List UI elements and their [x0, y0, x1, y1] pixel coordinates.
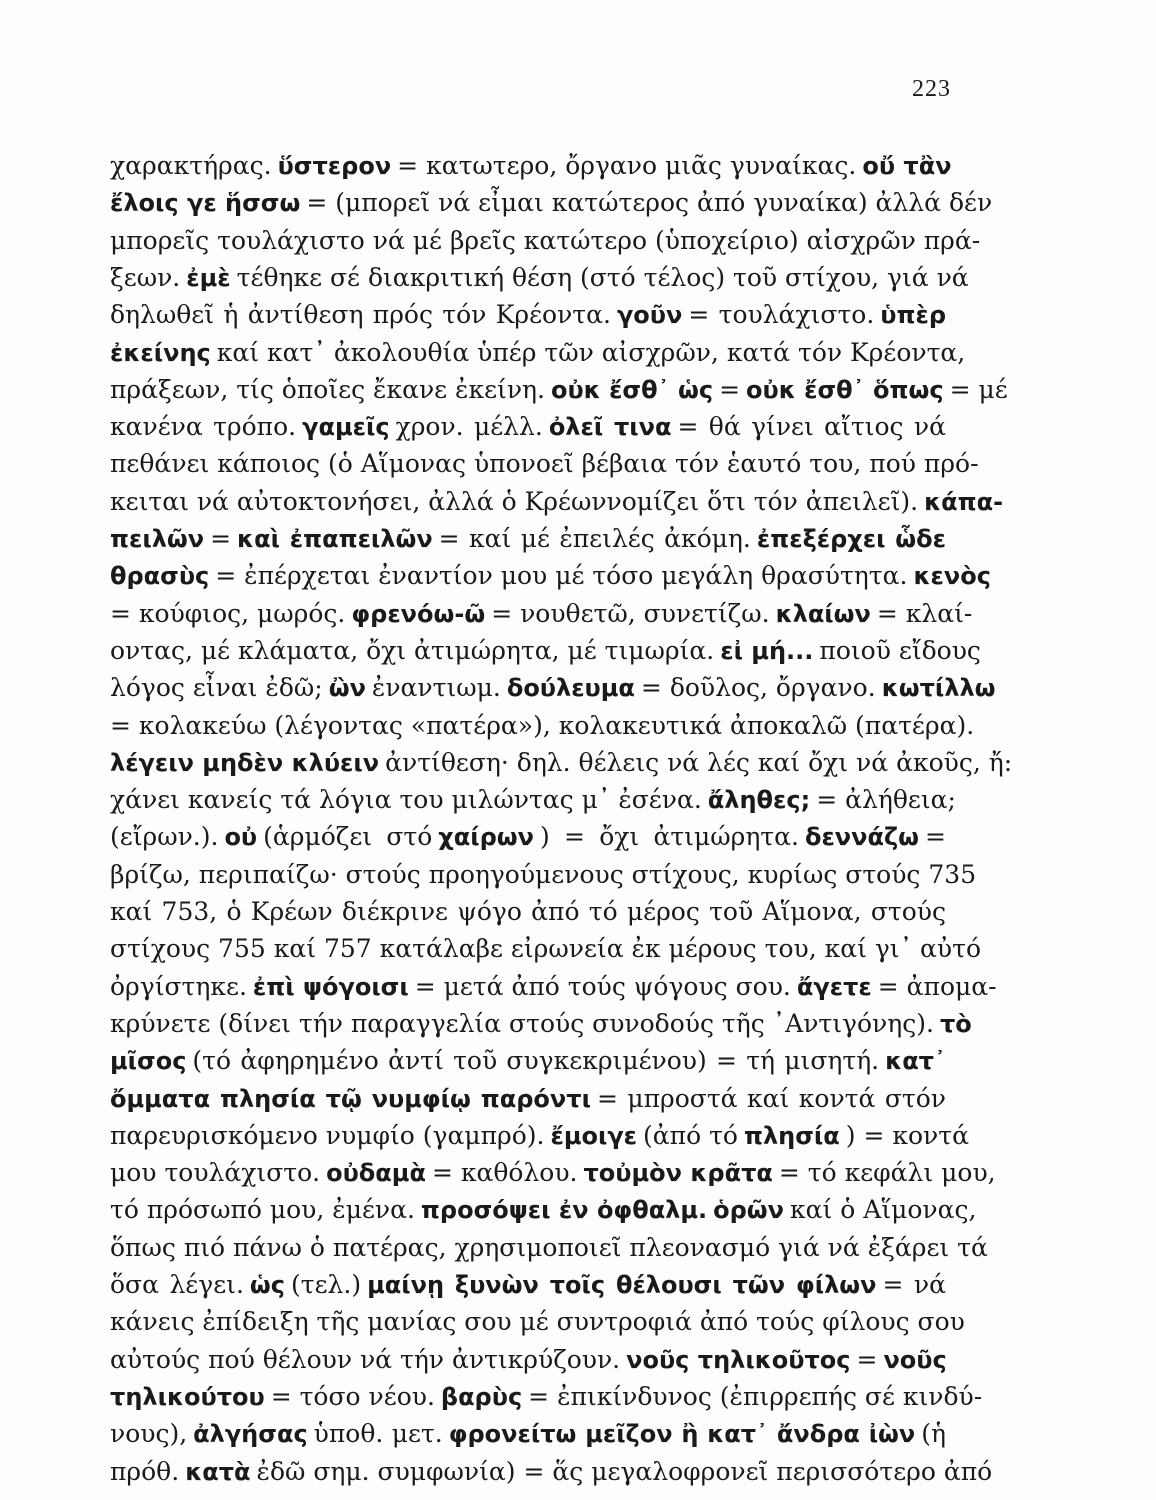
- gloss-text: =: [210, 524, 232, 553]
- gloss-text: ) = κοντά: [845, 1120, 969, 1150]
- lemma-term: κατ᾽: [885, 1047, 946, 1076]
- text-line: [110, 519, 946, 559]
- lemma-term: ἄγετε: [796, 972, 872, 1001]
- gloss-text: πρόθ.: [110, 1456, 180, 1486]
- text-line: [110, 631, 981, 671]
- gloss-text: ὅπως πιό πάνω ὁ πατέρας, χρησιμοποιεῖ πλεονασμό γιά νά ἐξάρει τά: [110, 1232, 988, 1262]
- gloss-text: (ἀπό τό: [643, 1120, 738, 1150]
- lemma-term: ὑπὲρ: [880, 301, 947, 330]
- text-line: [110, 855, 977, 895]
- text-line: [110, 1004, 972, 1044]
- lemma-term: καὶ ἐπαπειλῶν: [237, 525, 433, 553]
- lemma-term: τὸ: [939, 1009, 972, 1038]
- text-line: [110, 817, 946, 857]
- lemma-term: οὐδαμὰ: [326, 1159, 426, 1188]
- text-line: [110, 743, 1013, 783]
- gloss-text: ποιοῦ εἴδους: [819, 635, 981, 665]
- lemma-term: οὐκ ἔσθ᾽ ὅπως: [746, 375, 944, 404]
- lemma-term: ὕστερον: [277, 152, 392, 180]
- lemma-term: ὢν: [328, 674, 366, 703]
- lemma-term: κενὸς: [913, 562, 991, 591]
- gloss-text: (ἡ: [921, 1419, 946, 1449]
- text-line: [110, 1452, 993, 1492]
- lemma-term: ὡς: [249, 1271, 285, 1299]
- lemma-term: φρενόω-ῶ: [351, 599, 486, 628]
- lemma-term: θρασὺς: [110, 562, 210, 591]
- text-line: [110, 967, 997, 1007]
- lemma-term: ὁρῶν: [713, 1196, 785, 1225]
- gloss-text: ὀργίστηκε.: [110, 971, 247, 1001]
- lemma-term: γοῦν: [616, 301, 683, 330]
- gloss-text: = καί μέ ἐπειλές ἀκόμη.: [438, 524, 751, 553]
- gloss-text: λόγος εἶναι ἐδῶ;: [110, 673, 323, 703]
- gloss-text: πεθάνει κάποιος (ὁ Αἵμονας ὑπονοεῖ βέβαια τόν ἑαυτό του, πού πρό-: [110, 449, 979, 479]
- lemma-term: δούλευμα: [506, 674, 635, 703]
- lemma-term: κατὰ: [185, 1457, 251, 1486]
- lemma-term: οὐ: [224, 823, 258, 852]
- text-line: [110, 146, 952, 186]
- gloss-text: αὐτούς πού θέλουν νά τήν ἀντικρύζουν.: [110, 1344, 621, 1374]
- text-line: [110, 258, 969, 298]
- gloss-text: = μετά ἀπό τούς ψόγους σου.: [414, 971, 791, 1001]
- gloss-text: =: [856, 1344, 878, 1374]
- text-line: [110, 407, 946, 447]
- gloss-text: βρίζω, περιπαίζω· στούς προηγούμενους στίχους, κυρίως στούς 735: [110, 859, 977, 889]
- gloss-text: =: [925, 822, 946, 852]
- gloss-text: νους),: [110, 1419, 188, 1449]
- gloss-text: = νουθετῶ, συνετίζω.: [491, 598, 770, 628]
- lemma-term: ὀλεῖ τινα: [548, 413, 672, 442]
- gloss-text: τέθηκε σέ διακριτική θέση (στό τέλος) τοῦ στίχου, γιά νά: [236, 262, 969, 292]
- gloss-text: οντας, μέ κλάματα, ὄχι ἀτιμώρητα, μέ τιμωρία.: [110, 635, 715, 665]
- gloss-text: καί ὁ Αἵμονας,: [790, 1195, 977, 1225]
- text-line: [110, 1228, 988, 1268]
- gloss-text: = κούφιος, μωρός.: [110, 598, 346, 628]
- lemma-term: ὄμματα πλησία τῷ νυμφίῳ παρόντι: [110, 1084, 591, 1113]
- gloss-text: πράξεων, τίς ὁποῖες ἔκανε ἐκείνη.: [110, 374, 545, 404]
- text-line: [110, 221, 981, 261]
- lemma-term: ἐπεξέρχει ὧδε: [756, 525, 946, 553]
- lemma-term: οὐκ ἔσθ᾽ ὡς: [550, 375, 714, 404]
- gloss-text: = δοῦλος, ὄργανο.: [640, 673, 876, 703]
- gloss-text: ) = ὄχι ἀτιμώρητα.: [540, 822, 799, 852]
- gloss-text: τό πρόσωπό μου, ἐμένα.: [110, 1195, 415, 1225]
- lemma-term: τοὐμὸν κρᾶτα: [583, 1159, 773, 1188]
- gloss-text: ὅσα λέγει.: [110, 1270, 244, 1299]
- text-line: [110, 892, 946, 932]
- lemma-term: ἐπὶ ψόγοισι: [252, 972, 409, 1001]
- lemma-term: ἔμοιγε: [550, 1121, 638, 1150]
- lemma-term: χαίρων: [438, 823, 534, 852]
- lemma-term: ἄληθες;: [707, 786, 811, 815]
- text-line: [110, 668, 996, 708]
- lemma-term: εἰ μή...: [720, 636, 814, 665]
- gloss-text: στίχους 755 καί 757 κατάλαβε εἰρωνεία ἐκ μέρους του, καί γι᾽ αὐτό: [110, 934, 982, 964]
- gloss-text: ἐδῶ σημ. συμφωνία) = ἅς μεγαλοφρονεῖ περισσότερο ἀπό: [256, 1456, 993, 1486]
- gloss-text: = νά: [882, 1270, 947, 1299]
- gloss-text: μπορεῖς τουλάχιστο νά μέ βρεῖς κατώτερο (ὑποχείριο) αἰσχρῶν πρά-: [110, 225, 981, 255]
- gloss-text: = θά γίνει αἴτιος νά: [677, 412, 946, 442]
- text-line: [110, 1153, 996, 1193]
- text-line: [110, 1116, 969, 1156]
- gloss-text: = (μπορεῖ νά εἶμαι κατώτερος ἀπό γυναίκα) ἀλλά δέν: [306, 188, 993, 218]
- text-line: [110, 1265, 946, 1305]
- text-line: [110, 1079, 946, 1119]
- lemma-term: δεννάζω: [804, 823, 920, 852]
- text-line: [110, 929, 982, 969]
- lemma-term: ἐκείνης: [110, 338, 211, 367]
- lemma-term: μαίνῃ ξυνὼν τοῖς θέλουσι τῶν φίλων: [367, 1271, 877, 1299]
- gloss-text: = ἀλήθεια;: [816, 785, 956, 815]
- gloss-text: = τουλάχιστο.: [688, 300, 875, 330]
- lemma-term: προσόψει ἐν ὀφθαλμ.: [420, 1196, 708, 1225]
- text-line: [110, 780, 956, 820]
- gloss-text: (τό ἀφηρημένο ἀντί τοῦ συγκεκριμένου) = τή μισητή.: [192, 1046, 880, 1076]
- gloss-text: δηλωθεῖ ἡ ἀντίθεση πρός τόν Κρέοντα.: [110, 300, 611, 330]
- gloss-text: χρον. μέλλ.: [395, 412, 543, 442]
- lemma-term: κλαίων: [775, 599, 871, 628]
- gloss-text: (εἴρων.).: [110, 822, 219, 852]
- gloss-text: = ἐπέρχεται ἐναντίον μου μέ τόσο μεγάλη θρασύτητα.: [215, 561, 908, 591]
- text-line: [110, 556, 991, 596]
- gloss-text: = μπροστά καί κοντά στόν: [596, 1083, 947, 1113]
- text-line: [110, 1190, 977, 1230]
- lemma-term: ἔλοις γε ἥσσω: [110, 189, 301, 218]
- lemma-term: βαρὺς: [440, 1382, 523, 1411]
- lemma-term: κάπα-: [924, 487, 1004, 516]
- gloss-text: κάνεις ἐπίδειξη τῆς μανίας σου μέ συντροφιά ἀπό τούς φίλους σου: [110, 1307, 965, 1337]
- text-line: [110, 444, 979, 484]
- gloss-text: ὑποθ. μετ.: [313, 1419, 443, 1449]
- gloss-text: (τελ.): [291, 1270, 362, 1299]
- text-line: [110, 1377, 983, 1417]
- lemma-term: νοῦς τηλικοῦτος: [626, 1345, 851, 1374]
- text-line: [110, 482, 1004, 522]
- text-line: [110, 1041, 946, 1081]
- text-line: [110, 1302, 965, 1342]
- gloss-text: (ἁρμόζει στό: [263, 822, 433, 852]
- gloss-text: = ἐπικίνδυνος (ἐπιρρεπής σέ κινδύ-: [528, 1381, 983, 1411]
- gloss-text: = τόσο νέου.: [270, 1381, 435, 1411]
- text-line: [110, 594, 973, 634]
- gloss-text: = τό κεφάλι μου,: [778, 1158, 996, 1188]
- text-line: [110, 183, 993, 223]
- page-number: 223: [912, 76, 951, 102]
- text-line: [110, 370, 1008, 410]
- gloss-text: κειται νά αὐτοκτονήσει, ἀλλά ὁ Κρέωννομίζει ὅτι τόν ἀπειλεῖ).: [110, 486, 919, 516]
- lemma-term: πειλῶν: [110, 525, 205, 553]
- gloss-text: ἀντίθεση· δηλ. θέλεις νά λές καί ὄχι νά ἀκοῦς, ἤ:: [385, 747, 1013, 777]
- text-line: [110, 1340, 946, 1380]
- gloss-text: καί 753, ὁ Κρέων διέκρινε ψόγο ἀπό τό μέρος τοῦ Αἵμονα, στούς: [110, 897, 946, 926]
- text-line: [110, 1414, 946, 1454]
- gloss-text: καί κατ᾽ ἀκολουθία ὑπέρ τῶν αἰσχρῶν, κατά τόν Κρέοντα,: [216, 337, 966, 367]
- lemma-term: φρονείτω μεῖζον ἢ κατ᾽ ἄνδρα ἰὼν: [448, 1420, 916, 1449]
- gloss-text: μου τουλάχιστο.: [110, 1158, 321, 1188]
- gloss-text: = μέ: [949, 374, 1008, 404]
- gloss-text: χάνει κανείς τά λόγια του μιλώντας μ᾽ ἐσένα.: [110, 785, 702, 815]
- gloss-text: χαρακτήρας.: [110, 151, 272, 180]
- gloss-text: ξεων.: [110, 262, 181, 292]
- lemma-term: ἐμὲ: [186, 263, 231, 292]
- gloss-text: παρευρισκόμενο νυμφίο (γαμπρό).: [110, 1120, 545, 1150]
- gloss-text: =: [719, 374, 741, 404]
- gloss-text: = κατωτερο, ὄργανο μιᾶς γυναίκας.: [397, 151, 857, 180]
- text-line: [110, 295, 946, 335]
- gloss-text: = ἀπομα-: [877, 971, 997, 1001]
- lemma-term: μῖσος: [110, 1047, 187, 1076]
- lemma-term: λέγειν μηδὲν κλύειν: [110, 748, 380, 777]
- lemma-term: νοῦς: [883, 1345, 947, 1374]
- text-line: [110, 706, 975, 746]
- gloss-text: = καθόλου.: [431, 1158, 578, 1188]
- lemma-term: ἀλγήσας: [193, 1420, 308, 1449]
- gloss-text: = κλαί-: [876, 598, 973, 628]
- gloss-text: κρύνετε (δίνει τήν παραγγελία στούς συνοδούς τῆς ᾽Αντιγόνης).: [110, 1008, 934, 1038]
- lemma-term: οὔ τἂν: [862, 152, 952, 180]
- lemma-term: τηλικούτου: [110, 1382, 265, 1411]
- lemma-term: γαμεῖς: [302, 413, 390, 442]
- gloss-text: ἐναντιωμ.: [371, 673, 501, 703]
- gloss-text: κανένα τρόπο.: [110, 412, 297, 442]
- text-line: [110, 333, 966, 373]
- lemma-term: κωτίλλω: [881, 674, 996, 703]
- gloss-text: = κολακεύω (λέγοντας «πατέρα»), κολακευτικά ἀποκαλῶ (πατέρα).: [110, 710, 975, 740]
- lemma-term: πλησία: [743, 1121, 840, 1150]
